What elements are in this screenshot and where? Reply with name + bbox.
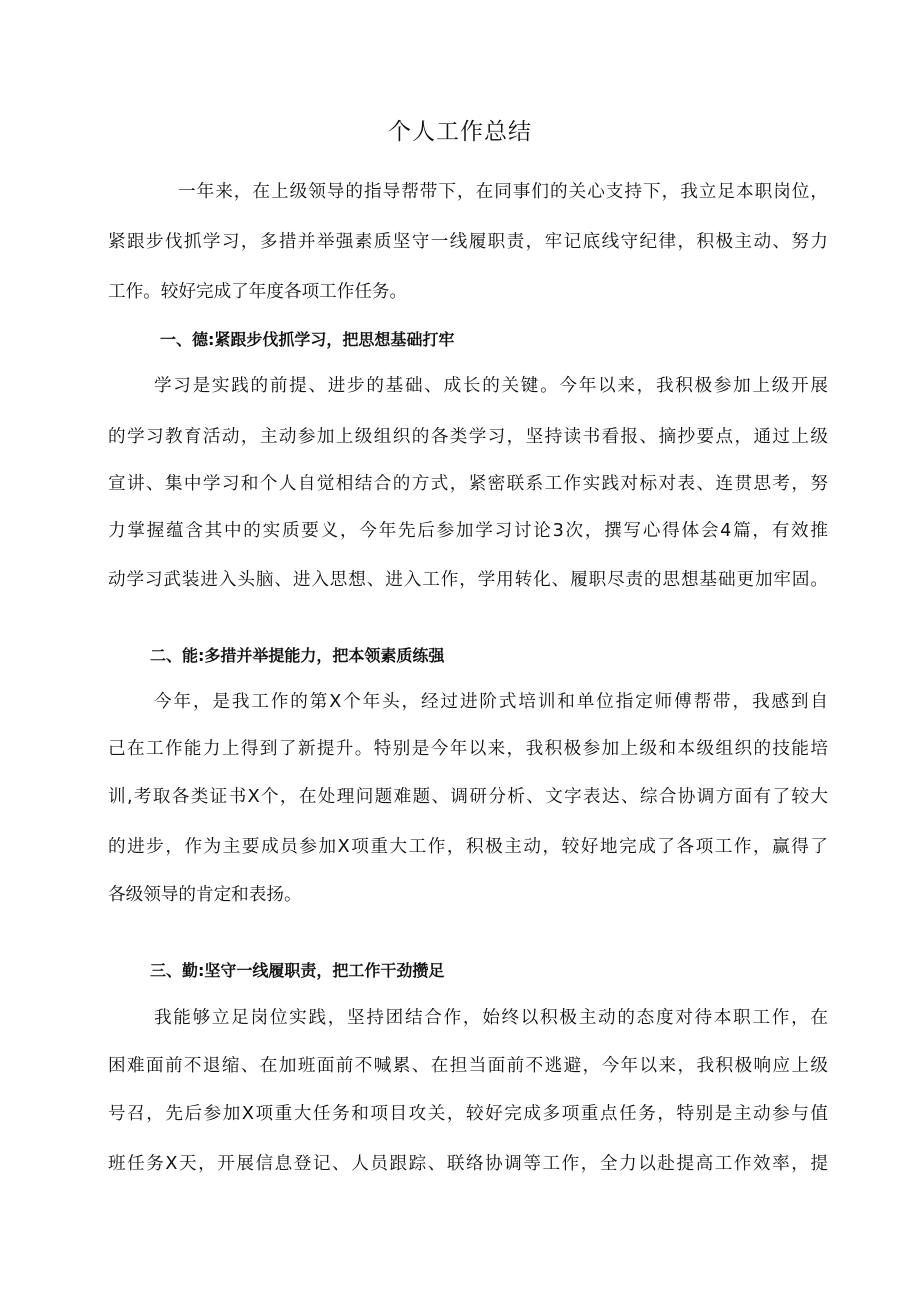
paragraph-line: 班任务X天，开展信息登记、人员跟踪、联络协调等工作，全力以赴提高工作效率，提: [108, 1154, 828, 1174]
paragraph-line: 动学习武装进入头脑、进入思想、进入工作，学用转化、履职尽责的思想基础更加牢固。: [108, 570, 828, 590]
intro-line: 一年来，在上级领导的指导帮带下，在同事们的关心支持下，我立足本职岗位，: [178, 182, 828, 202]
paragraph-line: 的学习教育活动，主动参加上级组织的各类学习，坚持读书看报、摘抄要点，通过上级: [108, 427, 828, 447]
paragraph-line: 学习是实践的前提、进步的基础、成长的关键。今年以来，我积极参加上级开展: [154, 376, 828, 396]
document-title: 个人工作总结: [388, 119, 532, 145]
paragraph-line: 力掌握蕴含其中的实质要义，今年先后参加学习讨论3次，撰写心得体会4篇，有效推: [108, 521, 828, 541]
paragraph-line: 我能够立足岗位实践，坚持团结合作，始终以积极主动的态度对待本职工作，在: [154, 1008, 828, 1028]
paragraph-line: 困难面前不退缩、在加班面前不喊累、在担当面前不逃避，今年以来，我积极响应上级: [108, 1056, 828, 1076]
intro-line: 紧跟步伐抓学习，多措并举强素质坚守一线履职责，牢记底线守纪律，积极主动、努力: [108, 232, 828, 252]
paragraph-line: 的进步，作为主要成员参加X项重大工作，积极主动，较好地完成了各项工作，赢得了: [108, 837, 828, 857]
paragraph-line: 号召，先后参加X项重大任务和项目攻关，较好完成多项重点任务，特别是主动参与值: [108, 1104, 828, 1124]
section-heading: 三、勤:坚守一线履职责，把工作干劲攒足: [150, 961, 445, 980]
paragraph-line: 宣讲、集中学习和个人自觉相结合的方式，紧密联系工作实践对标对表、连贯思考，努: [108, 474, 828, 494]
paragraph-line: 今年，是我工作的第X个年头，经过进阶式培训和单位指定师傅帮带，我感到自: [154, 692, 828, 712]
section-heading: 二、能:多措并举提能力，把本领素质练强: [150, 646, 445, 665]
section-heading: 一、德:紧跟步伐抓学习，把思想基础打牢: [160, 330, 455, 349]
paragraph-line: 训,考取各类证书X个，在处理问题难题、调研分析、文字表达、综合协调方面有了较大: [108, 787, 828, 807]
paragraph-line: 各级领导的肯定和表扬。: [108, 885, 302, 905]
paragraph-line: 己在工作能力上得到了新提升。特别是今年以来，我积极参加上级和本级组织的技能培: [108, 739, 828, 759]
intro-line: 工作。较好完成了年度各项工作任务。: [108, 282, 408, 302]
